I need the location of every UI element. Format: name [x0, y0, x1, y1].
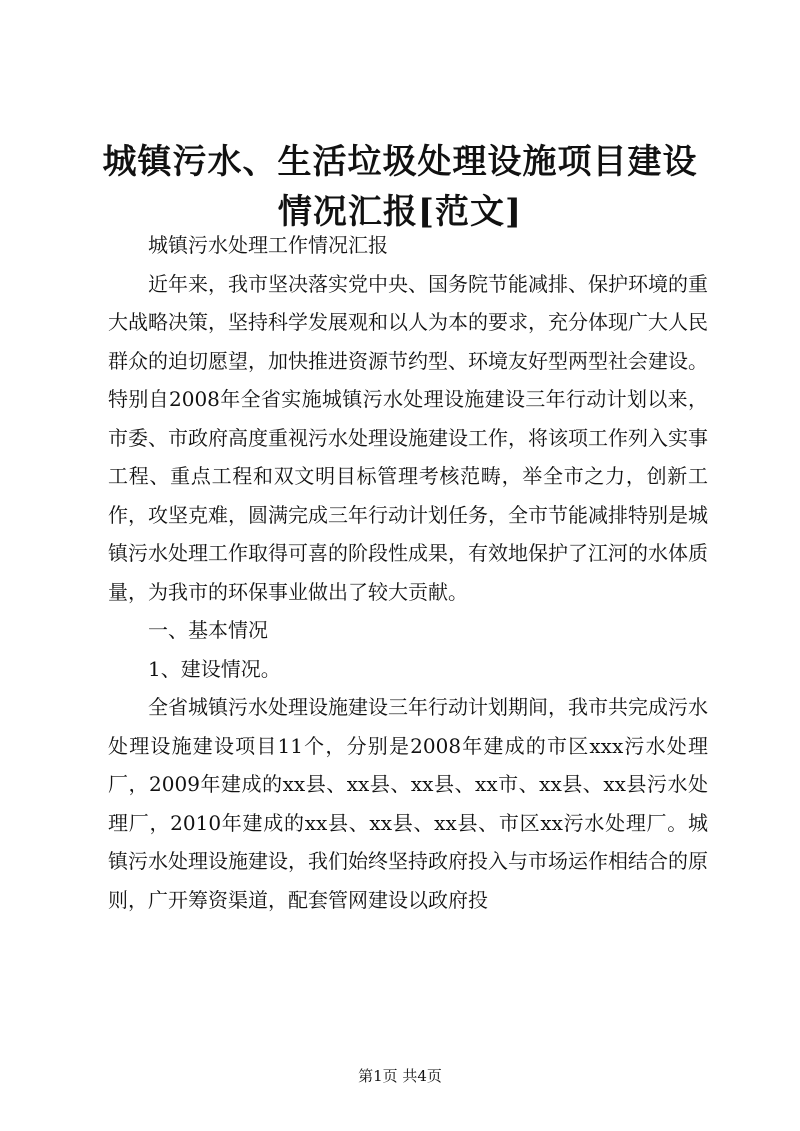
subtitle-paragraph: 城镇污水处理工作情况汇报	[148, 233, 388, 257]
subsection-heading: 1、建设情况。	[148, 656, 281, 681]
section-heading: 一、基本情况	[148, 618, 268, 642]
document-title: 城镇污水、生活垃圾处理设施项目建设情况汇报[范文]	[102, 142, 698, 232]
document-body	[108, 226, 708, 919]
page-footer	[0, 1066, 800, 1086]
intro-paragraph: 近年来，我市坚决落实党中央、国务院节能减排、保护环境的重大战略决策，坚持科学发展观和以人为本的要求，充分体现广大人民群众的迫切愿望，加快推进资源节约型、环境友好型两型社会建设。特别自2008年全省实施城镇污水处理设施建设三年行动计划以来，市委、市政府高度重视污水处理设施建设工作，将该项工作列入实事工程、重点工程和双文明目标管理考核范畴，举全市之力，创新工作，攻坚克难，圆满完成三年行动计划任务，全市节能减排特别是城镇污水处理工作取得可喜的阶段性成果，有效地保护了江河的水体质量，为我市的环保事业做出了较大贡献。	[108, 271, 708, 604]
page-number-label: 第1页 共4页	[358, 1067, 442, 1085]
construction-paragraph: 全省城镇污水处理设施建设三年行动计划期间，我市共完成污水处理设施建设项目11个，分别是2008年建成的市区xxx污水处理厂，2009年建成的xx县、xx县、xx县、xx市、xx县、xx县污水处理厂，2010年建成的xx县、xx县、xx县、市区xx污水处理厂。城镇污水处理设施建设，我们始终坚持政府投入与市场运作相结合的原则，广开筹资渠道，配套管网建设以政府投	[108, 695, 708, 912]
